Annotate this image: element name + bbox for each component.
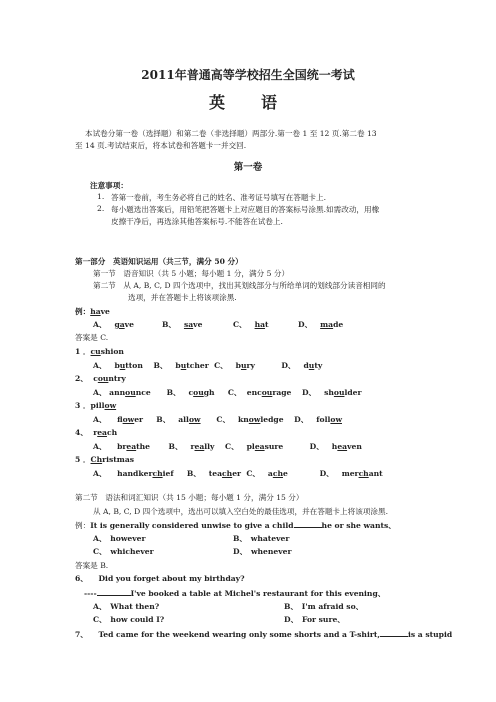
question-6-stem: 6、 Did you forget about my birthday? bbox=[75, 574, 245, 583]
intro-line-2: 至 14 页.考试结束后，将本试卷和答题卡一并交回. bbox=[75, 141, 247, 150]
note-1: 答第一卷前，考生务必将自己的姓名、准考证号填写在答题卡上. bbox=[111, 193, 327, 202]
example-label: 例： bbox=[75, 307, 91, 316]
question-6-option-d: D、 For sure、 bbox=[284, 615, 345, 624]
question-2-options: A、 announce B、 cough C、 encourage D、 shoulder bbox=[93, 388, 362, 397]
grammar-example-answer: 答案是 B. bbox=[75, 561, 109, 570]
section-1-title: 第一节 语音知识（共 5 小题；每小题 1 分，满分 5 分） bbox=[93, 269, 290, 278]
question-6-option-c: C、 how could I? bbox=[93, 615, 165, 624]
grammar-section-title: 第二节 语法和词汇知识（共 15 小题；每小题 1 分，满分 15 分） bbox=[75, 493, 304, 502]
example-1-option-d: D、 made bbox=[298, 320, 344, 329]
question-1-options: A、 button B、 butcher C、 bury D、 duty bbox=[93, 361, 323, 370]
question-4-word: 4、 reach bbox=[75, 428, 118, 437]
example-1-word: 例：have bbox=[75, 307, 110, 316]
example-1-answer: 答案是 C. bbox=[75, 333, 109, 342]
note-1-number: 1. bbox=[97, 192, 105, 201]
example-1-option-a: A、 gave bbox=[93, 320, 134, 329]
note-2-line-2: 皮擦干净后，再选涂其他答案标号.不能答在试卷上. bbox=[111, 217, 283, 226]
grammar-example-option-d: D、 whenever bbox=[233, 547, 292, 556]
grammar-section-instruction: 从 A, B, C, D 四个选项中，选出可以填入空白处的最佳选项，并在答题卡上将该项涂黑. bbox=[93, 507, 389, 516]
note-2-line-1: 每小题选出答案后，用铅笔把答题卡上对应题目的答案标号涂黑.如需改动，用橡 bbox=[111, 205, 380, 214]
question-7-stem: 7、 Ted came for the weekend wearing only some shorts and a T-shirt, is a stupid bbox=[75, 630, 453, 639]
grammar-example-option-b: B、 whatever bbox=[233, 534, 290, 543]
part-1-title: 第一部分 英语知识运用（共三节，满分 50 分） bbox=[75, 257, 243, 266]
question-2-word: 2、 country bbox=[75, 374, 126, 383]
notes-title: 注意事项： bbox=[90, 181, 128, 190]
section-2-instruction-line-1: 第二节 从 A, B, C, D 四个选项中，找出其划线部分与所给单词的划线部分读音相同的 bbox=[93, 281, 386, 290]
grammar-example-option-c: C、 whichever bbox=[93, 547, 154, 556]
example-1-option-c: C、 hat bbox=[233, 320, 269, 329]
question-4-options: A、 breathe B、 really C、 pleasure D、 heaven bbox=[93, 442, 362, 451]
question-6-reply: ---- I've booked a table at Michel's restaurant for this evening、 bbox=[84, 589, 386, 598]
exam-title: 2011年普通高等学校招生全国统一考试 bbox=[141, 68, 355, 82]
example-1-option-b: B、 save bbox=[162, 320, 203, 329]
question-6-option-b: B、 I'm afraid so、 bbox=[284, 602, 364, 611]
question-3-word: 3 ．pillow bbox=[75, 401, 117, 410]
note-2-number: 2. bbox=[97, 204, 105, 213]
question-5-word: 5 ．Christmas bbox=[75, 455, 135, 464]
intro-line-1: 本试卷分第一卷（选择题）和第二卷（非选择题）两部分.第一卷 1 至 12 页.第二卷 13 bbox=[85, 129, 377, 138]
question-3-options: A、 flower B、 allow C、 knowledge D、 follow bbox=[93, 415, 342, 424]
grammar-example-option-a: A、 however bbox=[93, 534, 146, 543]
grammar-example-stem: 例：It is generally considered unwise to give a child he or she wants、 bbox=[75, 521, 396, 530]
section-2-instruction-line-2: 选项，并在答题卡上将该项涂黑. bbox=[128, 293, 237, 302]
volume-title: 第一卷 bbox=[233, 162, 263, 173]
question-6-option-a: A、 What then? bbox=[93, 602, 160, 611]
question-1-word: 1 ．cushion bbox=[75, 347, 124, 356]
subject-title: 英 语 bbox=[208, 93, 287, 112]
question-5-options: A、 handkerchief B、 teacher C、 ache D、 merchant bbox=[93, 469, 383, 478]
